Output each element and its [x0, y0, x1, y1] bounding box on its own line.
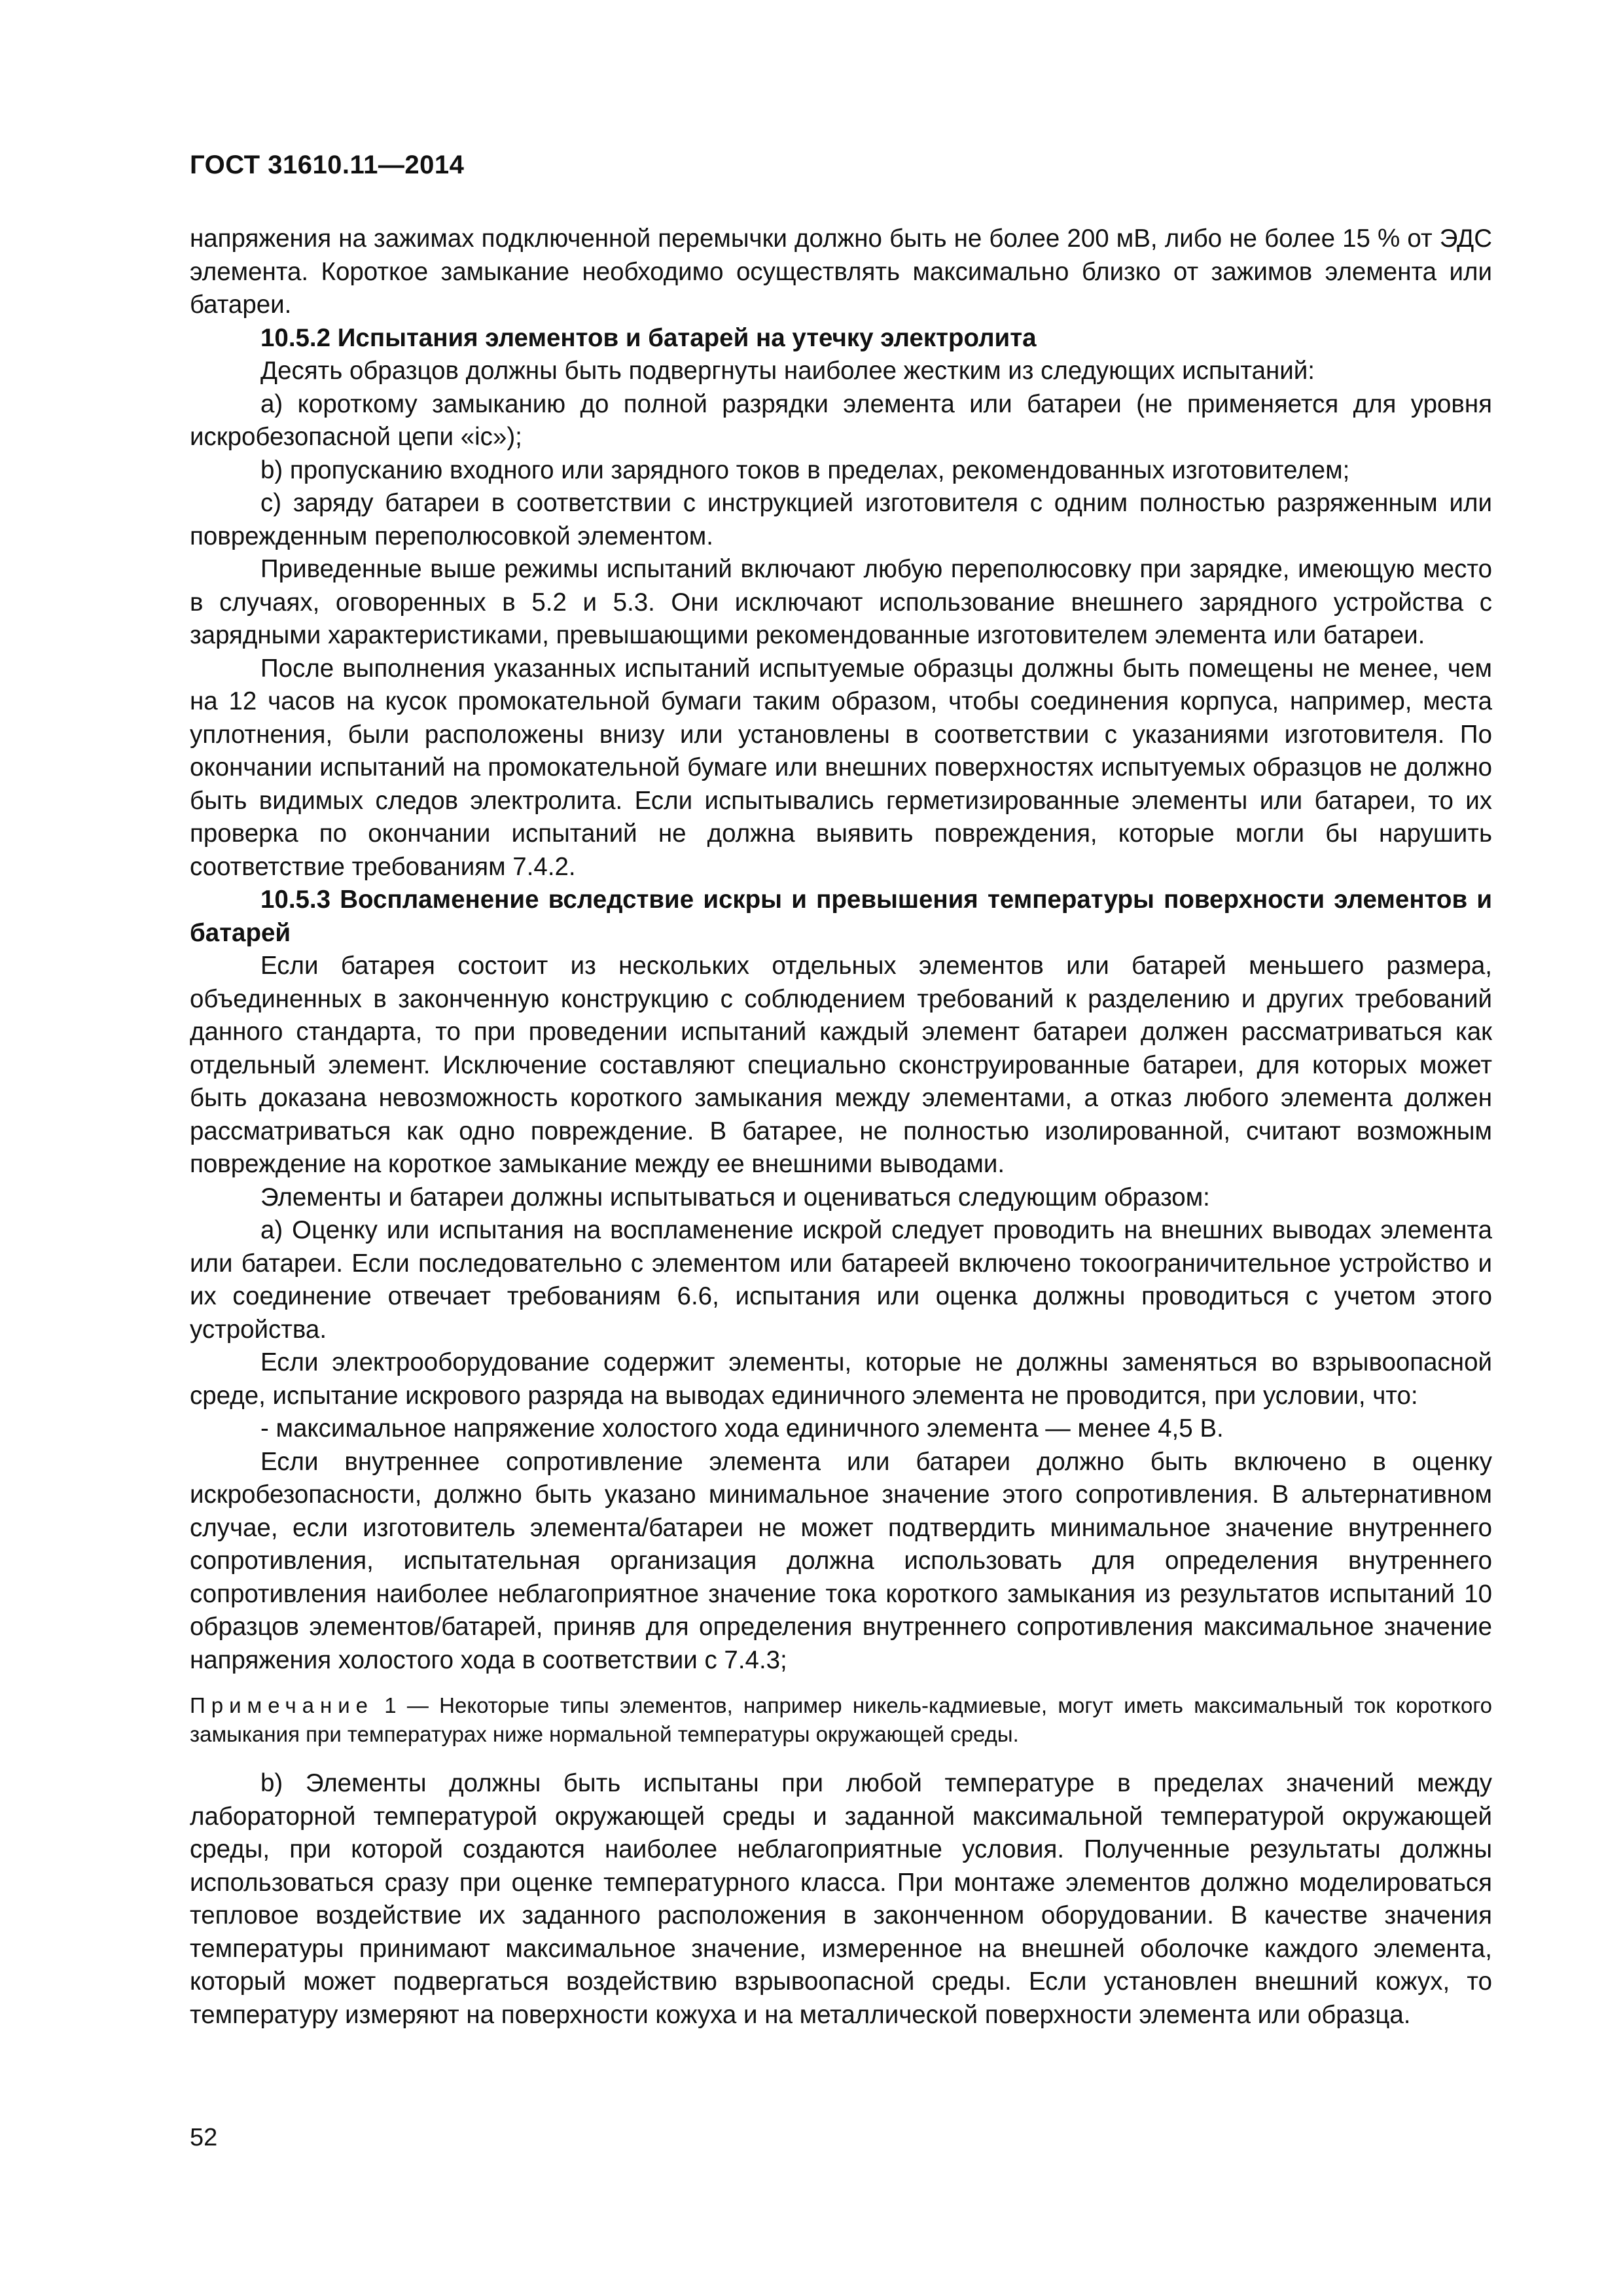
paragraph: Приведенные выше режимы испытаний включают любую переполюсовку при зарядке, имеющую место в случаях, оговоренных в 5.2 и 5.3. Они исключают использование внешнего зарядного устройства с зарядными характеристиками, превышающими рекомендованные изготовителем элемента или батареи. — [190, 555, 1492, 649]
section-heading-10-5-3: 10.5.3 Воспламенение вследствие искры и превышения температуры поверхности элементов и батарей — [190, 886, 1492, 947]
paragraph: Если электрооборудование содержит элементы, которые не должны заменяться во взрывоопасной среде, испытание искрового разряда на выводах единичного элемента не проводится, при условии, что: — [190, 1348, 1492, 1410]
note-label: Примечание — [190, 1693, 374, 1717]
list-item-a: а) Оценку или испытания на воспламенение искрой следует проводить на внешних выводах элемента или батареи. Если последовательно с элементом или батареей включено токоограничительное устройство и их соединение отвечает требованиям 6.6, испытания или оценка должны проводиться с учетом этого устройства. — [190, 1216, 1492, 1344]
list-item-b: b) пропусканию входного или зарядного токов в пределах, рекомендованных изготовителем; — [260, 456, 1350, 484]
list-item-b: b) Элементы должны быть испытаны при любой температуре в пределах значений между лабораторной температурой окружающей среды и заданной максимальной температурой окружающей среды, при которой создаются наиболее неблагоприятные условия. Полученные результаты должны использоваться сразу при оценке температурного класса. При монтаже элементов должно моделироваться тепловое воздействие их заданного расположения в законченном оборудовании. В качестве значения температуры принимают максимальное значение, измеренное на внешней оболочке каждого элемента, который может подвергаться воздействию взрывоопасной среды. Если установлен внешний кожух, то температуру измеряют на поверхности кожуха и на металлической поверхности элемента или образца. — [190, 1769, 1492, 2029]
list-item-a: а) короткому замыканию до полной разрядки элемента или батареи (не применяется для уровня искробезопасной цепи «ic»); — [190, 389, 1492, 451]
paragraph: Если батарея состоит из нескольких отдельных элементов или батарей меньшего размера, объединенных в законченную конструкцию с соблюдением требований к разделению и других требований данного стандарта, то при проведении испытаний каждый элемент батареи должен рассматриваться как отдельный элемент. Исключение составляют специально сконструированные батареи, для которых может быть доказана невозможность короткого замыкания между элементами, а отказ любого элемента должен рассматриваться как одно повреждение. В батарее, не полностью изолированной, считают возможным повреждение на короткое замыкание между ее внешними выводами. — [190, 952, 1492, 1178]
document-header: ГОСТ 31610.11—2014 — [190, 151, 465, 179]
paragraph: После выполнения указанных испытаний испытуемые образцы должны быть помещены не менее, чем на 12 часов на кусок промокательной бумаги таким образом, чтобы соединения корпуса, например, места уплотнения, были расположены внизу или установлены в соответствии с указаниями изготовителя. По окончании испытаний на промокательной бумаге или внешних поверхностях испытуемых образцов не должно быть видимых следов электролита. Если испытывались герметизированные элементы или батареи, то их проверка по окончании испытаний не должна выявить повреждения, которые могли бы нарушить соответствие требованиям 7.4.2. — [190, 654, 1492, 881]
paragraph: напряжения на зажимах подключенной перемычки должно быть не более 200 мВ, либо не более 15 % от ЭДС элемента. Короткое замыкание необходимо осуществлять максимально близко от зажимов элемента или батареи. — [190, 224, 1492, 319]
note-text: — Некоторые типы элементов, например никель-кадмиевые, могут иметь максимальный ток короткого замыкания при температурах ниже нормальной температуры окружающей среды. — [190, 1693, 1492, 1746]
paragraph: Десять образцов должны быть подвергнуты наиболее жестким из следующих испытаний: — [260, 357, 1315, 385]
list-item-dash: - максимальное напряжение холостого хода единичного элемента — менее 4,5 В. — [260, 1414, 1224, 1443]
note — [190, 1691, 1492, 1749]
paragraph: Элементы и батареи должны испытываться и оцениваться следующим образом: — [260, 1183, 1210, 1211]
note-number: 1 — [384, 1693, 397, 1717]
section-heading-10-5-2: 10.5.2 Испытания элементов и батарей на утечку электролита — [260, 323, 1037, 352]
list-item-c: c) заряду батареи в соответствии с инструкцией изготовителя с одним полностью разряженным или поврежденным переполюсовкой элементом. — [190, 489, 1492, 550]
paragraph: Если внутреннее сопротивление элемента или батареи должно быть включено в оценку искробезопасности, должно быть указано минимальное значение этого сопротивления. В альтернативном случае, если изготовитель элемента/батареи не может подтвердить минимальное значение внутреннего сопротивления, испытательная организация должна использовать для определения внутреннего сопротивления наиболее неблагоприятное значение тока короткого замыкания из результатов испытаний 10 образцов элементов/батарей, приняв для определения внутреннего сопротивления максимальное значение напряжения холостого хода в соответствии с 7.4.3; — [190, 1447, 1492, 1674]
page-number: 52 — [190, 2124, 218, 2151]
page-body — [190, 223, 1492, 2032]
